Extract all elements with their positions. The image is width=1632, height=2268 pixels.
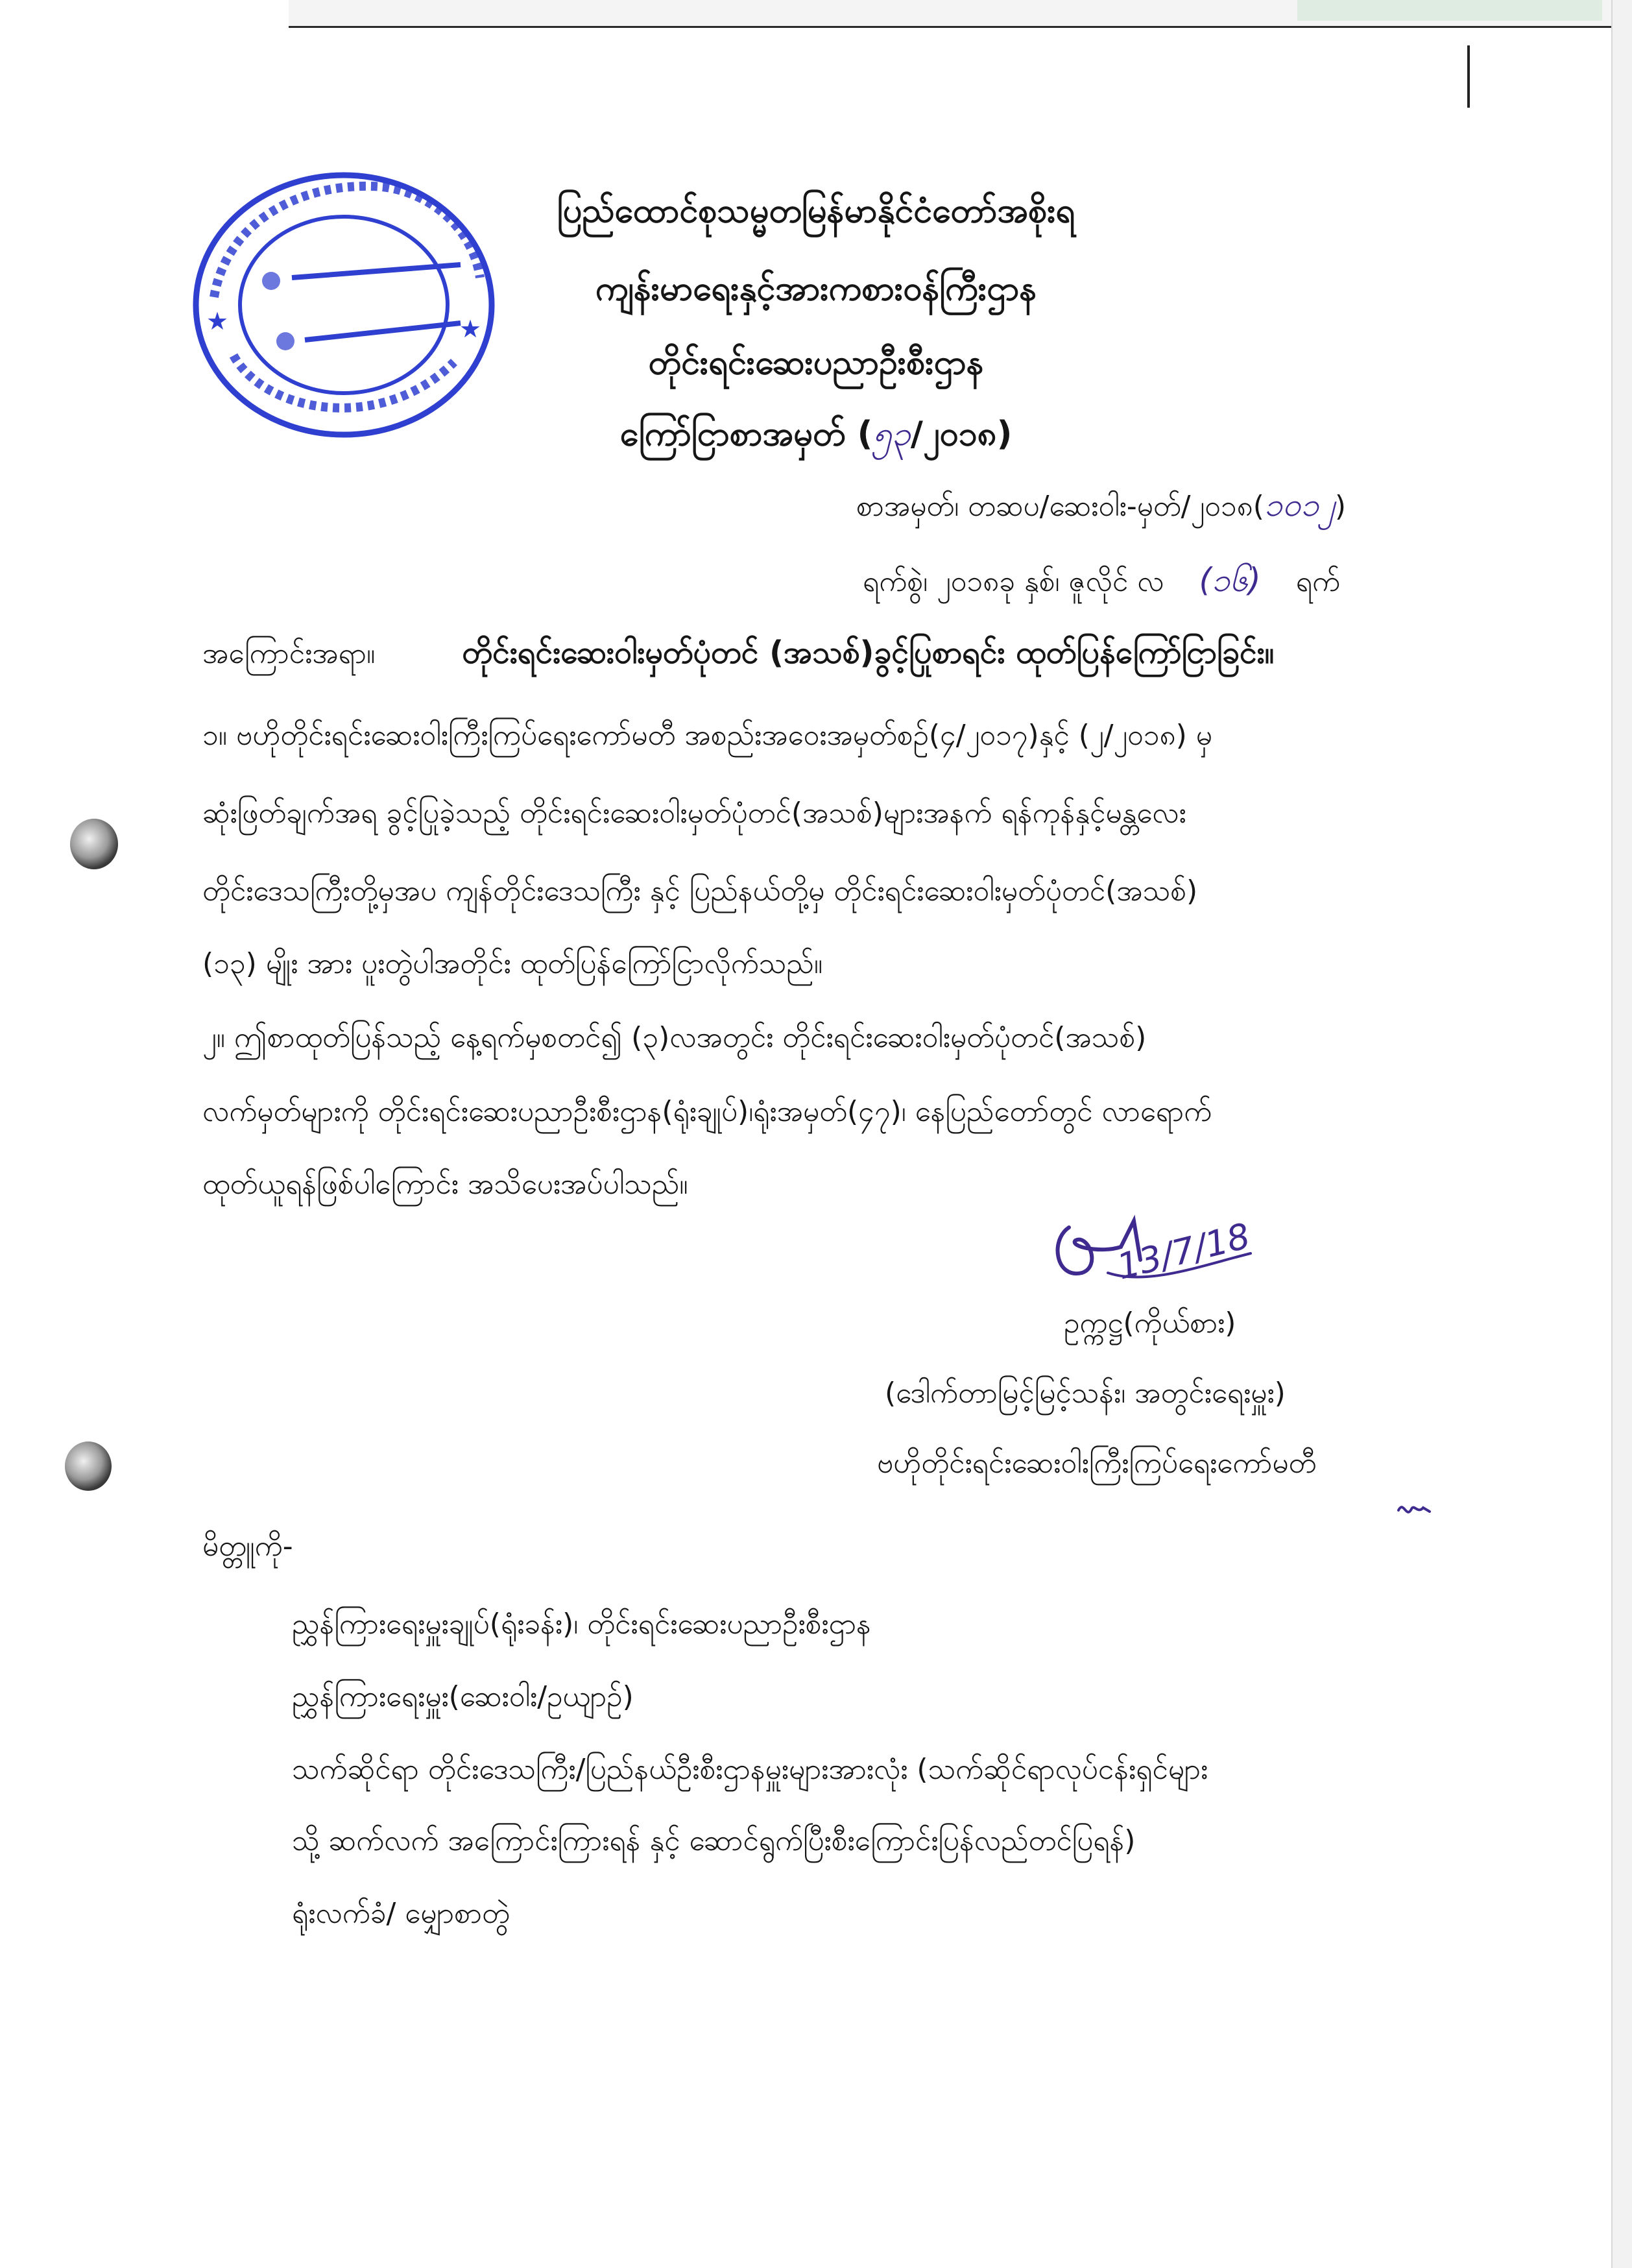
subject-line (202, 633, 1274, 673)
paragraph-2-line-3: ထုတ်ယူရန်ဖြစ်ပါကြောင်း အသိပေးအပ်ပါသည်။ (202, 1168, 688, 1201)
signatory-role: ဥက္ကဋ္ဌ(ကိုယ်စား) (1064, 1307, 1236, 1340)
committee-name: ဗဟိုတိုင်းရင်းဆေးဝါးကြီးကြပ်ရေးကော်မတီ (877, 1447, 1317, 1480)
initial-mark (1395, 1497, 1434, 1526)
cc-item-1: ညွှန်ကြားရေးမှူးချုပ်(ရုံးခန်း)၊ တိုင်းရင်းဆေးပညာဦးစီးဌာန (292, 1608, 871, 1641)
cc-item-2: ညွှန်ကြားရေးမှူး(ဆေးဝါး/ဥယျာဉ်) (292, 1680, 634, 1713)
notice-label: ကြော်ငြာစာအမှတ် ( (619, 415, 873, 453)
paragraph-2-line-1: ၂။ ဤစာထုတ်ပြန်သည့် နေ့ရက်မှစတင်၍ (၃)လအတွင်း တိုင်းရင်းဆေးဝါးမှတ်ပုံတင်(အသစ်) (202, 1021, 1147, 1054)
cc-item-4: ရုံးလက်ခံ/ မျှောစာတွဲ (292, 1897, 510, 1930)
signature-date: 13/7/18 (1112, 1215, 1254, 1288)
paragraph-1-line-1: ၁။ ဗဟိုတိုင်းရင်းဆေးဝါးကြီးကြပ်ရေးကော်မတီ အစည်းအဝေးအမှတ်စဉ်(၄/၂၀၁၇)နှင့် (၂/၂၀၁၈) မှ (202, 719, 1212, 752)
paragraph-1-line-3: တိုင်းဒေသကြီးတို့မှအပ ကျန်တိုင်းဒေသကြီး နှင့် ပြည်နယ်တို့မှ တိုင်းရင်းဆေးဝါးမှတ်ပုံတင်(အသစ်) (202, 875, 1198, 908)
date-suffix: ရက် (1295, 565, 1341, 598)
reference-number: ၁၀၁၂ (1264, 486, 1335, 524)
punch-hole-bottom (65, 1442, 112, 1491)
margin-mark (1467, 45, 1470, 108)
date-prefix: ရက်စွဲ၊ ၂၀၁၈ခု နှစ်၊ ဇူလိုင် လ (863, 565, 1164, 598)
cc-item-3-continued: သို့ ဆက်လက် အကြောင်းကြားရန် နှင့် ဆောင်ရွက်ပြီးစီးကြောင်းပြန်လည်တင်ပြရန်) (292, 1824, 1136, 1857)
reference-label: စာအမှတ်၊ တဆပ/ဆေးဝါး-မှတ်/၂၀၁၈( (856, 490, 1264, 523)
paper-top-strip (1297, 0, 1602, 21)
punch-hole-top (70, 819, 118, 869)
svg-text:★: ★ (206, 307, 229, 335)
department-title: တိုင်းရင်းဆေးပညာဦးစီးဌာန (648, 343, 984, 382)
svg-text:★: ★ (459, 315, 482, 343)
notice-suffix: /၂၀၁၈) (910, 415, 1013, 453)
government-title: ပြည်ထောင်စုသမ္မတမြန်မာနိုင်ငံတော်အစိုးရ (557, 191, 1075, 230)
ministry-title: ကျန်းမာရေးနှင့်အားကစားဝန်ကြီးဌာန (595, 269, 1037, 308)
paragraph-1-line-2: ဆုံးဖြတ်ချက်အရ ခွင့်ပြုခဲ့သည့် တိုင်းရင်းဆေးဝါးမှတ်ပုံတင်(အသစ်)များအနက် ရန်ကုန်နှင့်မန္တလေး (202, 797, 1186, 830)
paragraph-2-line-2: လက်မှတ်များကို တိုင်းရင်းဆေးပညာဦးစီးဌာန(ရုံးချုပ်)၊ရုံးအမှတ်(၄၇)၊ နေပြည်တော်တွင် လာရောက် (202, 1095, 1212, 1128)
paragraph-1-line-4: (၁၃) မျိုး အား ပူးတွဲပါအတိုင်း ထုတ်ပြန်ကြော်ငြာလိုက်သည်။ (202, 947, 823, 980)
date-day: (၁၆) (1199, 561, 1261, 599)
cc-item-3: သက်ဆိုင်ရာ တိုင်းဒေသကြီး/ပြည်နယ်ဦးစီးဌာနမှူးများအားလုံး (သက်ဆိုင်ရာလုပ်ငန်းရှင်များ (292, 1753, 1208, 1786)
subject-label: အကြောင်းအရာ။ (202, 637, 376, 670)
reference-close: ) (1334, 490, 1347, 523)
subject-text: တိုင်းရင်းဆေးဝါးမှတ်ပုံတင် (အသစ်)ခွင့်ပြုစာရင်း ထုတ်ပြန်ကြော်ငြာခြင်း။ (462, 634, 1275, 671)
reference-number-line (856, 485, 1346, 526)
cc-label: မိတ္တူကို- (202, 1530, 293, 1563)
signatory-name: (ဒေါက်တာမြင့်မြင့်သန်း၊ အတွင်းရေးမှူး) (885, 1377, 1286, 1410)
date-line (863, 561, 1340, 601)
handwritten-signature (1043, 1201, 1315, 1314)
notice-number-line (0, 411, 1632, 457)
notice-number: ၅၃ (872, 415, 911, 453)
